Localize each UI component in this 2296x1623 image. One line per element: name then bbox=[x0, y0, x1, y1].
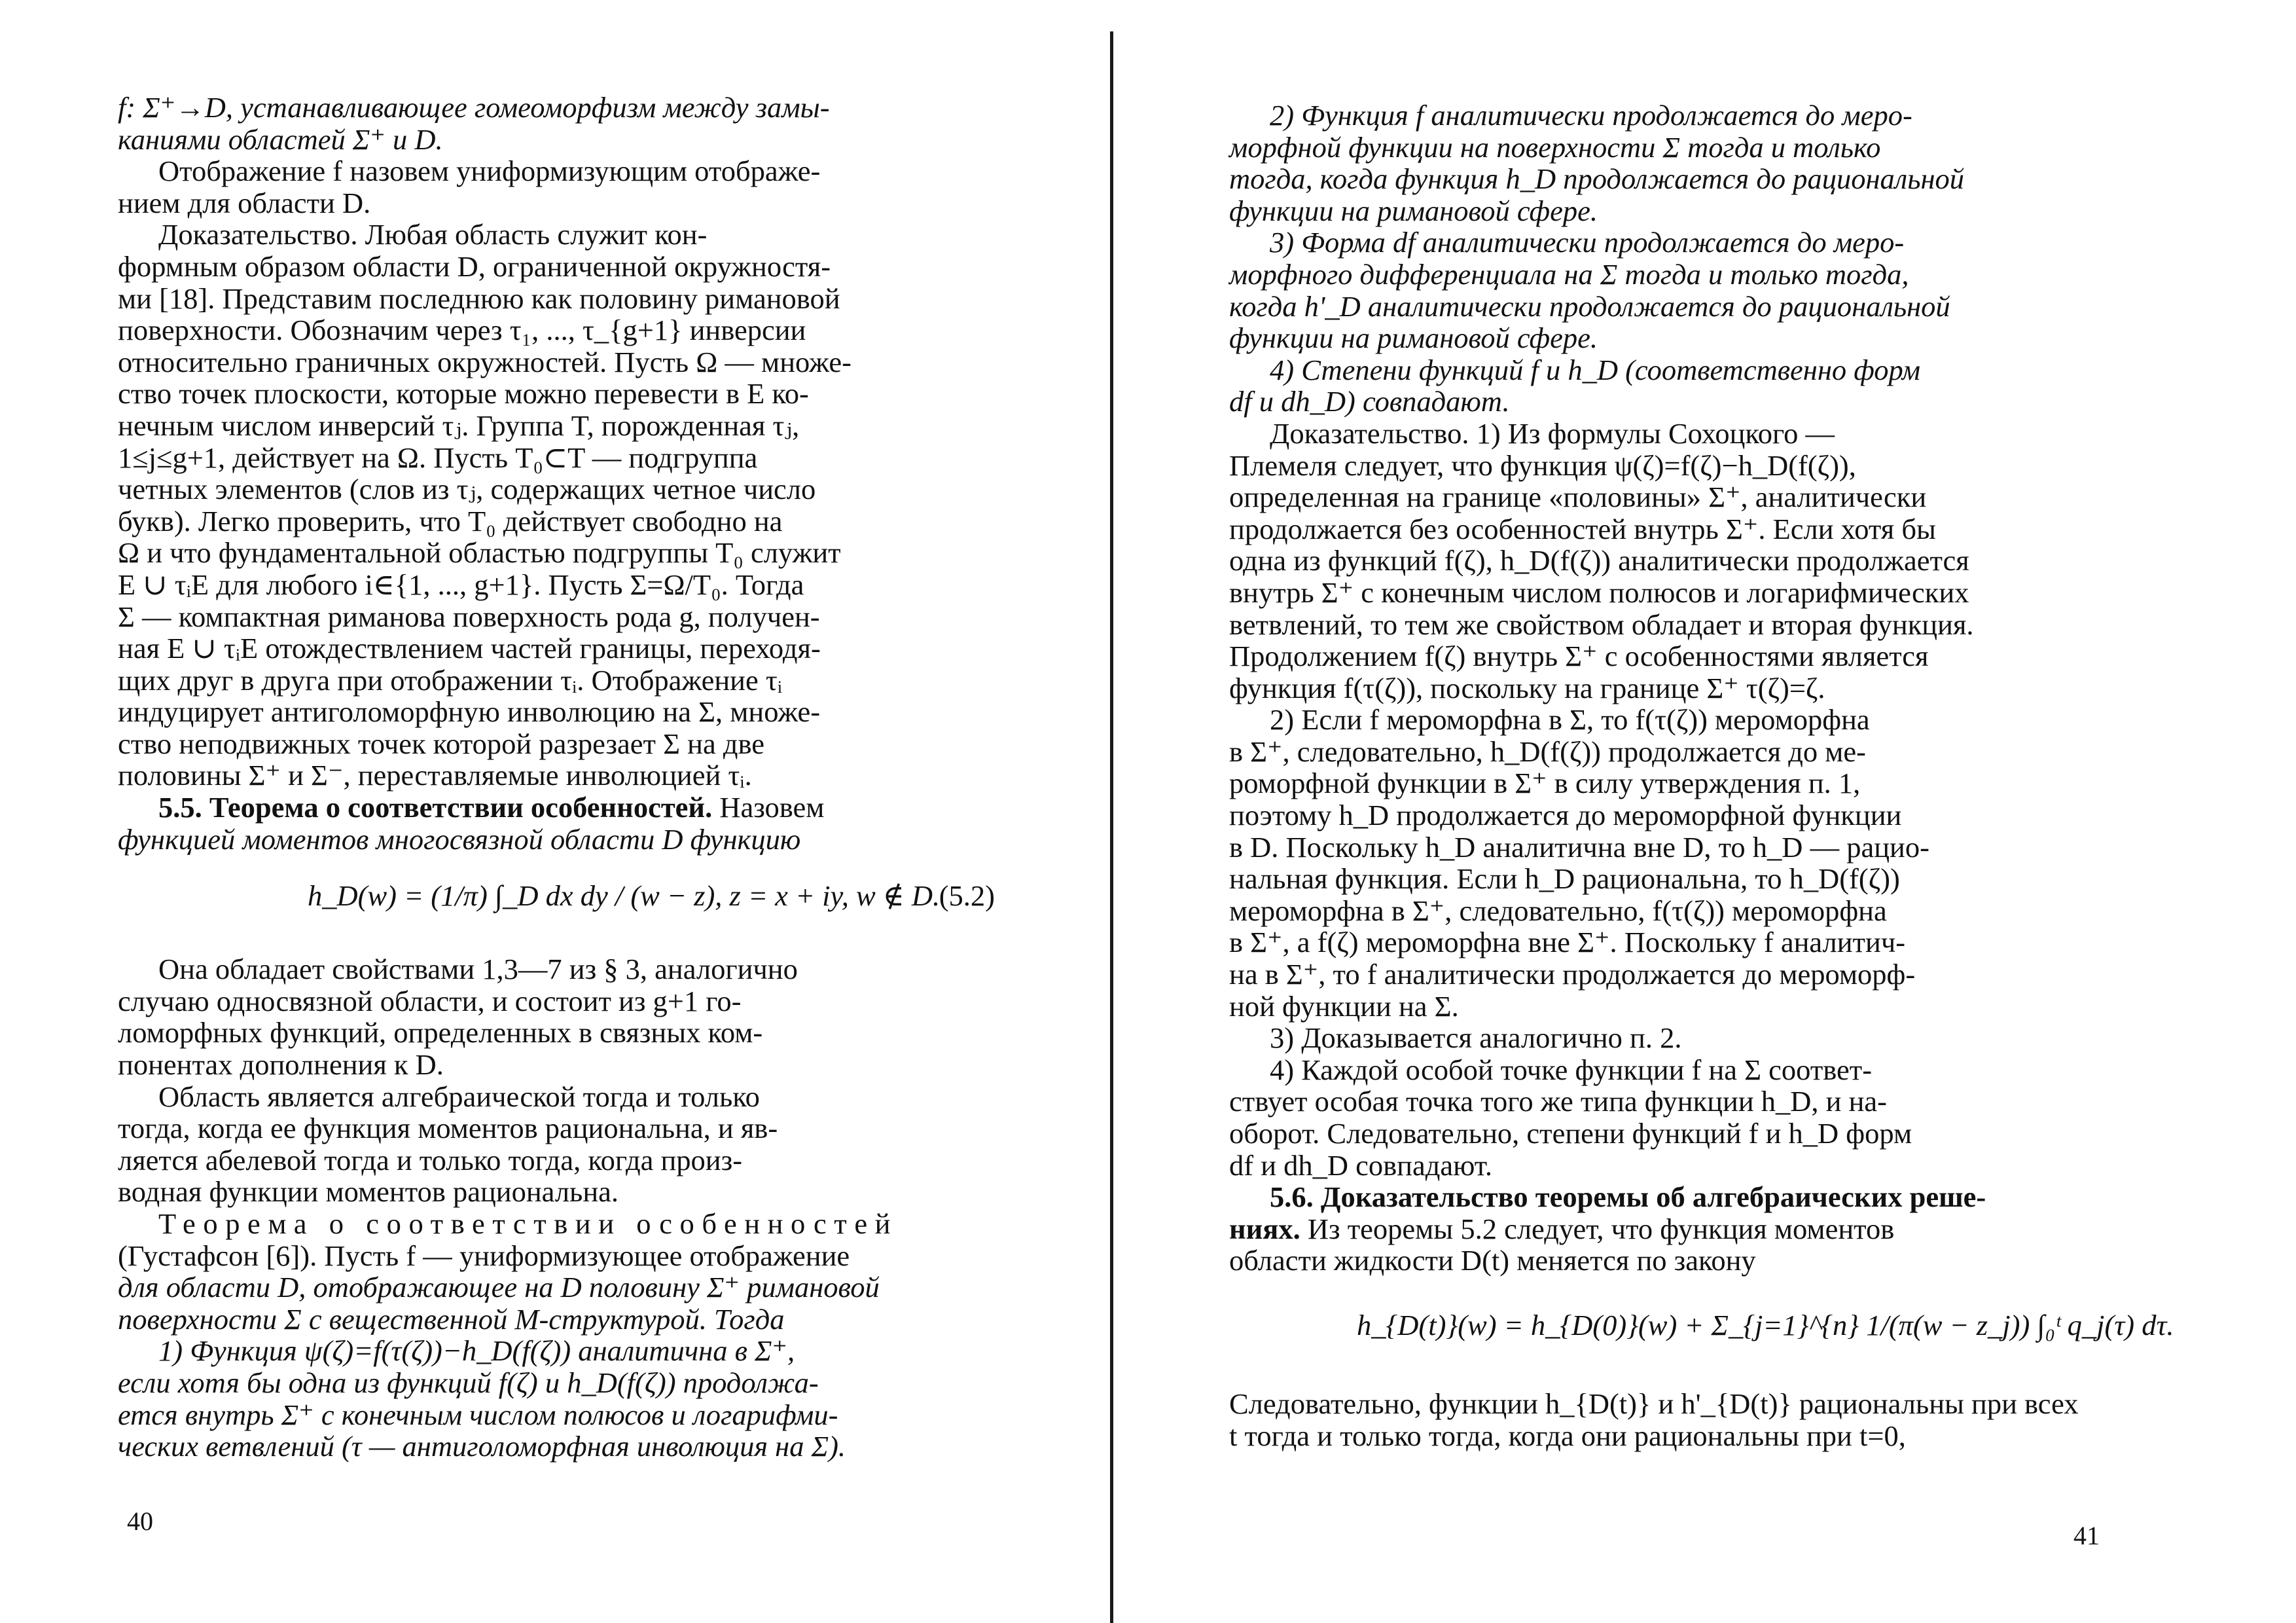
text-line: продолжается без особенностей внутрь Σ⁺. Если хотя бы bbox=[1229, 512, 1936, 545]
right-page bbox=[1229, 99, 2174, 1452]
theorem-heading: Теорема о соответствии особенностей bbox=[158, 1207, 899, 1240]
text-line: водная функции моментов рациональна. bbox=[118, 1175, 619, 1209]
text-line: 4) Степени функций f и h_D (соответственно форм bbox=[1270, 353, 1920, 386]
text-line: роморфной функции в Σ⁺ в силу утверждения п. 1, bbox=[1229, 767, 1861, 800]
text-line: ство точек плоскости, которые можно перевести в E ко- bbox=[118, 377, 809, 410]
text-line: 2) Если f мероморфна в Σ, то f(τ(ζ)) мероморфна bbox=[1270, 703, 1870, 737]
text-line: Ω и что фундаментальной областью подгруппы T₀ служит bbox=[118, 536, 841, 570]
text-line: области жидкости D(t) меняется по закону bbox=[1229, 1244, 1756, 1277]
text-line: 3) Доказывается аналогично п. 2. bbox=[1270, 1021, 1682, 1055]
text-line: понентах дополнения к D. bbox=[118, 1048, 444, 1082]
text-line: тогда, когда функция h_D продолжается до рациональной bbox=[1229, 162, 1965, 196]
text-line: Продолжением f(ζ) внутрь Σ⁺ с особенностями является bbox=[1229, 640, 1929, 673]
text-line: случаю односвязной области, и состоит из g+1 го- bbox=[118, 984, 742, 1017]
text-line: ство неподвижных точек которой разрезает Σ на две bbox=[118, 727, 764, 760]
text-line: E ∪ τᵢE для любого i∈{1, ..., g+1}. Пусть Σ=Ω/T₀. Тогда bbox=[118, 568, 804, 601]
text-line: четных элементов (слов из τⱼ, содержащих четное число bbox=[118, 473, 816, 506]
formula-body: h_D(w) = (1/π) ∫_D dx dy / (w − z), z = x + iy, w ∉ D. bbox=[308, 879, 941, 913]
text-line: внутрь Σ⁺ с конечным числом полюсов и логарифмических bbox=[1229, 575, 1969, 609]
text-line: функции на римановой сфере. bbox=[1229, 194, 1598, 227]
text-line: Она обладает свойствами 1,3—7 из § 3, аналогично bbox=[158, 953, 798, 986]
text-line: 4) Каждой особой точке функции f на Σ соответ- bbox=[1270, 1053, 1873, 1086]
text-line: df и dh_D) совпадают. bbox=[1229, 385, 1510, 418]
text-line: в Σ⁺, следовательно, h_D(f(ζ)) продолжается до ме- bbox=[1229, 735, 1866, 768]
text-line: df и dh_D совпадают. bbox=[1229, 1148, 1492, 1182]
text-line: тогда, когда ее функция моментов рациональна, и яв- bbox=[118, 1112, 778, 1145]
text-line: если хотя бы одна из функций f(ζ) и h_D(f(ζ)) продолжа- bbox=[118, 1366, 819, 1399]
text-line: функцией моментов многосвязной области D функцию bbox=[118, 822, 801, 856]
section-heading-5-6: 5.6. Доказательство теоремы об алгебраических реше- bbox=[1270, 1180, 1986, 1214]
text-line: ная E ∪ τᵢE отождествлением частей границы, переходя- bbox=[118, 632, 821, 665]
text-line: ниях. Из теоремы 5.2 следует, что функция моментов bbox=[1229, 1212, 1895, 1245]
text-line: индуцирует антиголоморфную инволюцию на Σ, множе- bbox=[118, 695, 821, 729]
text-line: Σ — компактная риманова поверхность рода g, получен- bbox=[118, 600, 820, 633]
formula-5-2 bbox=[118, 855, 995, 953]
text-line: ется внутрь Σ⁺ с конечным числом полюсов и логарифми- bbox=[118, 1398, 838, 1431]
text-line: нальная функция. Если h_D рациональна, то h_D(f(ζ)) bbox=[1229, 862, 1900, 896]
formula-moment-law bbox=[1229, 1277, 2174, 1388]
text-line: ляется абелевой тогда и только тогда, когда произ- bbox=[118, 1143, 743, 1176]
text-line: поверхности Σ с вещественной M-структурой. Тогда bbox=[118, 1302, 785, 1336]
page-number-right: 41 bbox=[2073, 1521, 2100, 1550]
text-line: ствует особая точка того же типа функции h_D, и на- bbox=[1229, 1085, 1887, 1118]
text-line: Доказательство. Любая область служит кон- bbox=[158, 218, 708, 251]
text-line: Область является алгебраической тогда и только bbox=[158, 1080, 760, 1113]
text-line: поэтому h_D продолжается до мероморфной функции bbox=[1229, 799, 1902, 832]
text-line: ветвлений, то тем же свойством обладает и вторая функция. bbox=[1229, 608, 1974, 641]
text-line: поверхности. Обозначим через τ₁, ..., τ_{g+1} инверсии bbox=[118, 314, 806, 347]
text-line: функция f(τ(ζ)), поскольку на границе Σ⁺ τ(ζ)=ζ. bbox=[1229, 671, 1825, 704]
text-line: когда h'_D аналитически продолжается до рациональной bbox=[1229, 289, 1950, 323]
formula-number: (5.2) bbox=[939, 879, 995, 913]
text-line: 3) Форма df аналитически продолжается до меро- bbox=[1270, 226, 1905, 259]
text-line: нием для области D. bbox=[118, 186, 371, 219]
text-line: 2) Функция f аналитически продолжается до меро- bbox=[1270, 99, 1912, 132]
text-line: Отображение f назовем униформизующим отображе- bbox=[158, 155, 821, 188]
text-line: определенная на границе «половины» Σ⁺, аналитически bbox=[1229, 481, 1927, 514]
proof-heading: Доказательство. 1) Из формулы Сохоцкого — bbox=[1270, 416, 1835, 450]
text-line: каниями областей Σ⁺ и D. bbox=[118, 122, 443, 156]
text-line: Следовательно, функции h_{D(t)} и h'_{D(t)} рациональны при всех bbox=[1229, 1387, 2079, 1420]
gutter-divider bbox=[1110, 31, 1113, 1623]
text-line: 1≤j≤g+1, действует на Ω. Пусть T₀⊂T — подгруппа bbox=[118, 441, 758, 474]
text-line: функции на римановой сфере. bbox=[1229, 321, 1598, 355]
text-line: ми [18]. Представим последнюю как половину римановой bbox=[118, 282, 840, 315]
text-line: для области D, отображающее на D половину Σ⁺ римановой bbox=[118, 1271, 880, 1304]
text-line: морфной функции на поверхности Σ тогда и только bbox=[1229, 130, 1881, 164]
text-line: нечным числом инверсий τⱼ. Группа T, порожденная τⱼ, bbox=[118, 409, 800, 442]
text-line: t тогда и только тогда, когда они рациональны при t=0, bbox=[1229, 1419, 1906, 1452]
text-line: 1) Функция ψ(ζ)=f(τ(ζ))−h_D(f(ζ)) аналитична в Σ⁺, bbox=[158, 1334, 795, 1368]
text-line: одна из функций f(ζ), h_D(f(ζ)) аналитически продолжается bbox=[1229, 544, 1969, 577]
page-number-left: 40 bbox=[127, 1506, 153, 1536]
text-line: (Густафсон [6]). Пусть f — униформизующее отображение bbox=[118, 1239, 850, 1272]
section-heading-5-5: 5.5. Теорема о соответствии особенностей. Назовем bbox=[158, 791, 825, 824]
text-line: на в Σ⁺, то f аналитически продолжается до мероморф- bbox=[1229, 958, 1916, 991]
text-line: ной функции на Σ. bbox=[1229, 989, 1459, 1023]
text-line: в Σ⁺, а f(ζ) мероморфна вне Σ⁺. Поскольку f аналитич- bbox=[1229, 926, 1906, 959]
text-line: щих друг в друга при отображении τᵢ. Отображение τᵢ bbox=[118, 663, 782, 697]
text-line: ломорфных функций, определенных в связных ком- bbox=[118, 1016, 763, 1049]
text-line: в D. Поскольку h_D аналитична вне D, то h_D — рацио- bbox=[1229, 830, 1929, 864]
text-line: относительно граничных окружностей. Пусть Ω — множе- bbox=[118, 345, 852, 378]
text-line: f: Σ⁺→D, устанавливающее гомеоморфизм между замы- bbox=[118, 91, 830, 124]
formula-body: h_{D(t)}(w) = h_{D(0)}(w) + Σ_{j=1}^{n} 1/(π(w − z_j)) ∫₀ᵗ q_j(τ) dτ. bbox=[1357, 1308, 2174, 1341]
text-line: морфного дифференциала на Σ тогда и только тогда, bbox=[1229, 257, 1909, 291]
text-line: Племеля следует, что функция ψ(ζ)=f(ζ)−h_D(f(ζ)), bbox=[1229, 448, 1856, 482]
text-line: букв). Легко проверить, что T₀ действует свободно на bbox=[118, 504, 783, 538]
text-line: половины Σ⁺ и Σ⁻, переставляемые инволюцией τᵢ. bbox=[118, 759, 752, 792]
text-line: оборот. Следовательно, степени функций f и h_D форм bbox=[1229, 1117, 1912, 1150]
text-line: мероморфна в Σ⁺, следовательно, f(τ(ζ)) мероморфна bbox=[1229, 894, 1887, 927]
text-line: формным образом области D, ограниченной окружностя- bbox=[118, 249, 831, 283]
text-line: ческих ветвлений (τ — антиголоморфная инволюция на Σ). bbox=[118, 1430, 846, 1463]
left-page bbox=[118, 92, 995, 1463]
